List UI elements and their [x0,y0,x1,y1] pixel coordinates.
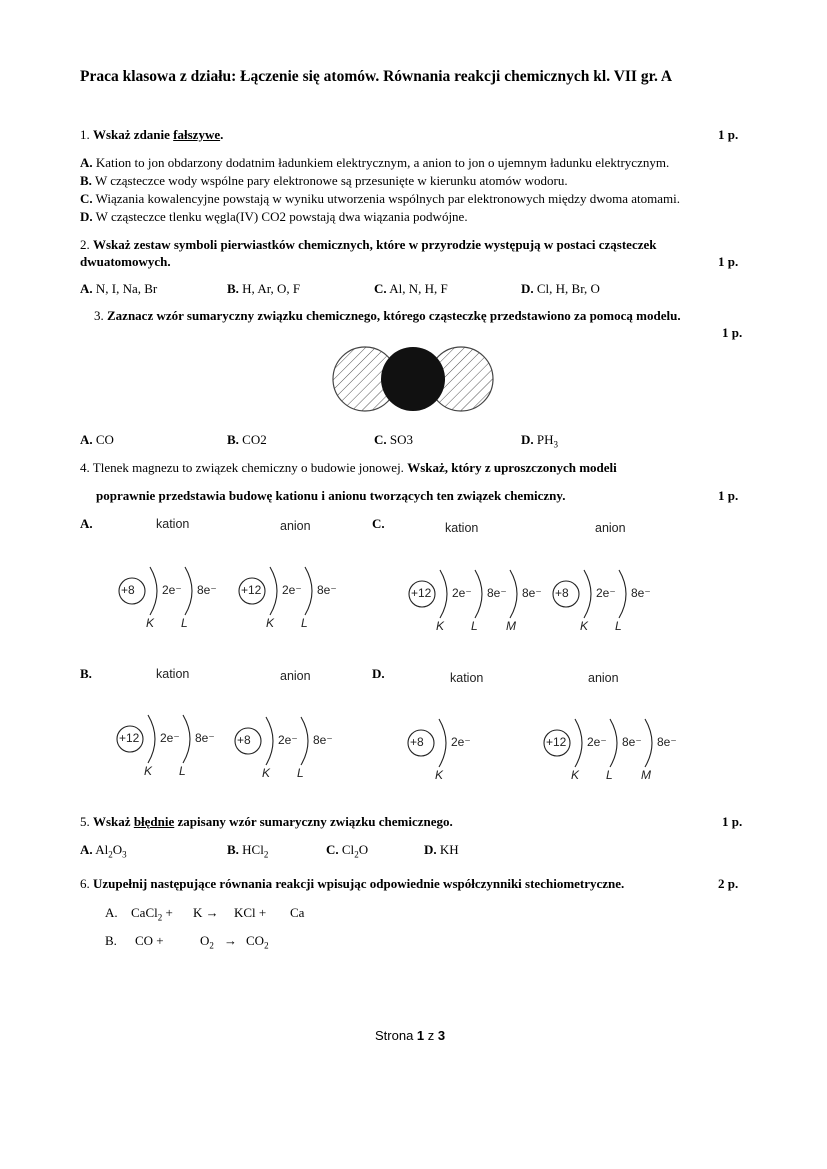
question-4-prompt-line2: poprawnie przedstawia budowę kationu i anionu tworzących ten związek chemiczny. [96,488,566,503]
q4-b-kation-label: kation [156,667,190,681]
question-3-text: Zaznacz wzór sumaryczny związku chemicznego, którego cząsteczkę przedstawiono za pomocą modelu. [107,308,681,323]
nucleus-charge: +12 [411,586,432,600]
nucleus-charge: +12 [546,735,567,749]
shell-arc [475,570,482,618]
question-4-instruction: Wskaż, który z uproszczonych modeli [407,460,617,475]
option-letter: B. [80,173,92,188]
q4-d-kation-label: kation [450,671,484,685]
plus-sign: + [162,905,173,920]
q6-eq-b-reactant-2[interactable] [200,933,214,951]
q6-eq-a-reactant-1[interactable] [131,905,173,923]
option-letter: A. [80,842,93,857]
formula-part: HCl [242,842,264,857]
nucleus-charge: +12 [119,731,140,745]
question-2-points: 1 p. [718,254,739,269]
q3-option-a[interactable] [80,432,114,448]
shell-electrons: 8e⁻ [197,583,217,597]
formula-subscript: 2 [264,940,269,951]
shell-electrons: 8e⁻ [622,735,642,749]
option-text: CO [95,432,114,447]
shell-label: K [435,768,444,782]
footer-separator: z [424,1028,438,1043]
q4-a-anion-label: anion [280,519,311,533]
formula-subscript: 2 [157,912,163,923]
shell-arc [305,567,312,615]
shell-label: M [506,619,516,633]
shell-label: K [571,768,580,782]
q4-option-c-letter[interactable]: C. [372,516,385,531]
shell-electrons: 2e⁻ [451,735,471,749]
option-text: Al, N, H, F [389,281,448,296]
option-letter: D. [80,209,93,224]
nucleus-charge: +8 [121,583,135,597]
shell-arc [185,567,192,615]
nucleus-charge: +12 [241,583,262,597]
shell-arc [270,567,277,615]
q4-option-d-letter[interactable]: D. [372,666,385,681]
shell-arc [148,715,155,763]
page-footer [375,1028,445,1043]
formula-part: KH [439,842,459,857]
question-6-points: 2 p. [718,876,739,891]
formula-subscript: 2 [209,940,214,951]
formula-part: CaCl [131,905,158,920]
option-letter: B. [227,432,239,447]
question-1-keyword: fałszywe [173,127,221,142]
q4-c-kation-label: kation [445,521,479,535]
formula-part: O [200,933,210,948]
option-text: H, Ar, O, F [242,281,301,296]
option-text: Cl, H, Br, O [536,281,600,296]
formula-part: O [112,842,123,857]
shell-arc [183,715,190,763]
q5-option-d[interactable] [424,842,459,858]
formula-part: CO [246,933,265,948]
question-4-points: 1 p. [718,488,739,503]
question-1-text: Wskaż zdanie [93,127,174,142]
shell-label: L [615,619,622,633]
shell-arc [610,719,617,767]
question-4-number: 4. [80,460,90,475]
option-letter: D. [521,281,534,296]
formula-subscript: 2 [263,849,269,860]
formula-subscript: 2 [354,849,359,860]
nucleus-charge: +8 [237,733,251,747]
shell-label: K [262,766,271,780]
option-letter: A. [80,281,93,296]
q4-c-anion-label: anion [595,521,626,535]
q3-option-d[interactable] [521,432,558,450]
shell-electrons: 2e⁻ [160,731,180,745]
option-text: Wiązania kowalencyjne powstają w wyniku utworzenia wspólnych par elektronowych między dwoma atomami. [95,191,680,206]
shell-label: L [606,768,613,782]
shell-electrons: 8e⁻ [522,586,542,600]
question-6-text: Uzupełnij następujące równania reakcji wpisując odpowiednie współczynniki stechiometryczne. [93,876,625,891]
shell-electrons: 8e⁻ [313,733,333,747]
option-letter: B. [227,842,239,857]
shell-label: L [297,766,304,780]
shell-label: K [436,619,445,633]
option-text: W cząsteczce wody wspólne pary elektronowe są przesunięte w kierunku atomów wodoru. [94,173,568,188]
shell-arc [575,719,582,767]
option-text: CO2 [242,432,267,447]
question-5-text: Wskaż [93,814,134,829]
shell-electrons: 8e⁻ [195,731,215,745]
option-letter: C. [374,432,387,447]
question-2-prompt-line2: dwuatomowych. [80,254,171,269]
formula-part: Al [95,842,109,857]
question-1-period: . [220,127,224,142]
shell-label: K [266,616,275,630]
shell-arc [645,719,652,767]
shell-arc [150,567,157,615]
shell-label: L [179,764,186,778]
q6-eq-a-letter: A. [105,905,118,920]
q5-option-b[interactable] [227,842,268,860]
page-title: Praca klasowa z działu: Łączenie się atomów. Równania reakcji chemicznych kl. VII gr. A [80,68,673,85]
shell-arc [301,717,308,765]
shell-arc [584,570,591,618]
question-3-points: 1 p. [722,325,743,340]
q6-eq-a-reactant-2[interactable]: K → [193,905,219,920]
q6-eq-b-reactant-1[interactable]: CO + [135,933,164,948]
q4-b-anion-label: anion [280,669,311,683]
option-letter: B. [227,281,239,296]
option-text: Kation to jon obdarzony dodatnim ładunkiem elektrycznym, a anion to jon o ujemnym ładunku elektrycznym. [95,155,670,170]
q5-option-c[interactable] [326,842,368,860]
q6-eq-b-arrow: → [224,933,237,948]
q4-a-kation-label: kation [156,517,190,531]
option-letter: A. [80,432,93,447]
formula-subscript: 2 [108,849,113,860]
total-pages: 3 [437,1028,446,1043]
q6-eq-b-letter: B. [105,933,117,948]
question-5-number: 5. [80,814,90,829]
shell-arc [439,719,446,767]
option-text: PH [536,432,554,447]
option-letter: A. [80,155,93,170]
shell-electrons: 2e⁻ [162,583,182,597]
q6-eq-b-product[interactable] [246,933,269,951]
shell-electrons: 8e⁻ [487,586,507,600]
shell-label: L [301,616,308,630]
shell-label: L [181,616,188,630]
question-4-text: Tlenek magnezu to związek chemiczny o budowie jonowej. [92,460,408,475]
shell-electrons: 8e⁻ [657,735,677,749]
question-5-keyword: błędnie [133,814,175,829]
formula-part: Cl [341,842,355,857]
question-5-text-end: zapisany wzór sumaryczny związku chemicznego. [174,814,453,829]
shell-arc [266,717,273,765]
shell-electrons: 2e⁻ [596,586,616,600]
shell-label: K [580,619,589,633]
shell-label: L [471,619,478,633]
question-2-text: Wskaż zestaw symboli pierwiastków chemicznych, które w przyrodzie występują w postaci cząsteczek [93,237,657,252]
formula-part: O [358,842,369,857]
shell-electrons: 8e⁻ [317,583,337,597]
q4-option-a-letter[interactable]: A. [80,516,93,531]
current-page: 1 [416,1028,425,1043]
option-text: W cząsteczce tlenku węgla(IV) CO2 powstają dwa wiązania podwójne. [95,209,468,224]
shell-arc [619,570,626,618]
shell-electrons: 8e⁻ [631,586,651,600]
question-2-number: 2. [80,237,90,252]
q4-option-b-letter[interactable]: B. [80,666,92,681]
q3-option-c[interactable] [374,432,413,448]
question-6-number: 6. [80,876,90,891]
option-text: N, I, Na, Br [95,281,158,296]
shell-electrons: 2e⁻ [452,586,472,600]
molecule-model [333,347,493,411]
shell-electrons: 2e⁻ [278,733,298,747]
option-text: SO3 [389,432,414,447]
question-1-points: 1 p. [718,127,739,142]
shell-label: K [144,764,153,778]
question-1-number: 1. [80,127,90,142]
question-6-prompt [80,876,624,892]
q3-option-b[interactable] [227,432,267,448]
shell-electrons: 2e⁻ [282,583,302,597]
formula-subscript: 3 [122,849,127,860]
question-3-number: 3. [94,308,104,323]
question-4-prompt [80,460,617,476]
footer-label: Strona [375,1028,417,1043]
shell-label: K [146,616,155,630]
option-letter: D. [521,432,534,447]
q4-d-anion-label: anion [588,671,619,685]
option-letter: C. [326,842,339,857]
q6-eq-a-product-2[interactable]: Ca [290,905,305,920]
shell-arc [440,570,447,618]
q6-eq-a-product-1[interactable]: KCl + [234,905,267,920]
question-5-prompt [80,814,453,830]
q5-option-a[interactable] [80,842,127,860]
shell-electrons: 2e⁻ [587,735,607,749]
nucleus-charge: +8 [410,735,424,749]
question-5-points: 1 p. [722,814,743,829]
central-atom [381,347,445,411]
option-subscript: 3 [553,439,559,450]
nucleus-charge: +8 [555,586,569,600]
option-letter: C. [374,281,387,296]
option-letter: C. [80,191,93,206]
shell-label: M [641,768,651,782]
shell-arc [510,570,517,618]
option-letter: D. [424,842,437,857]
